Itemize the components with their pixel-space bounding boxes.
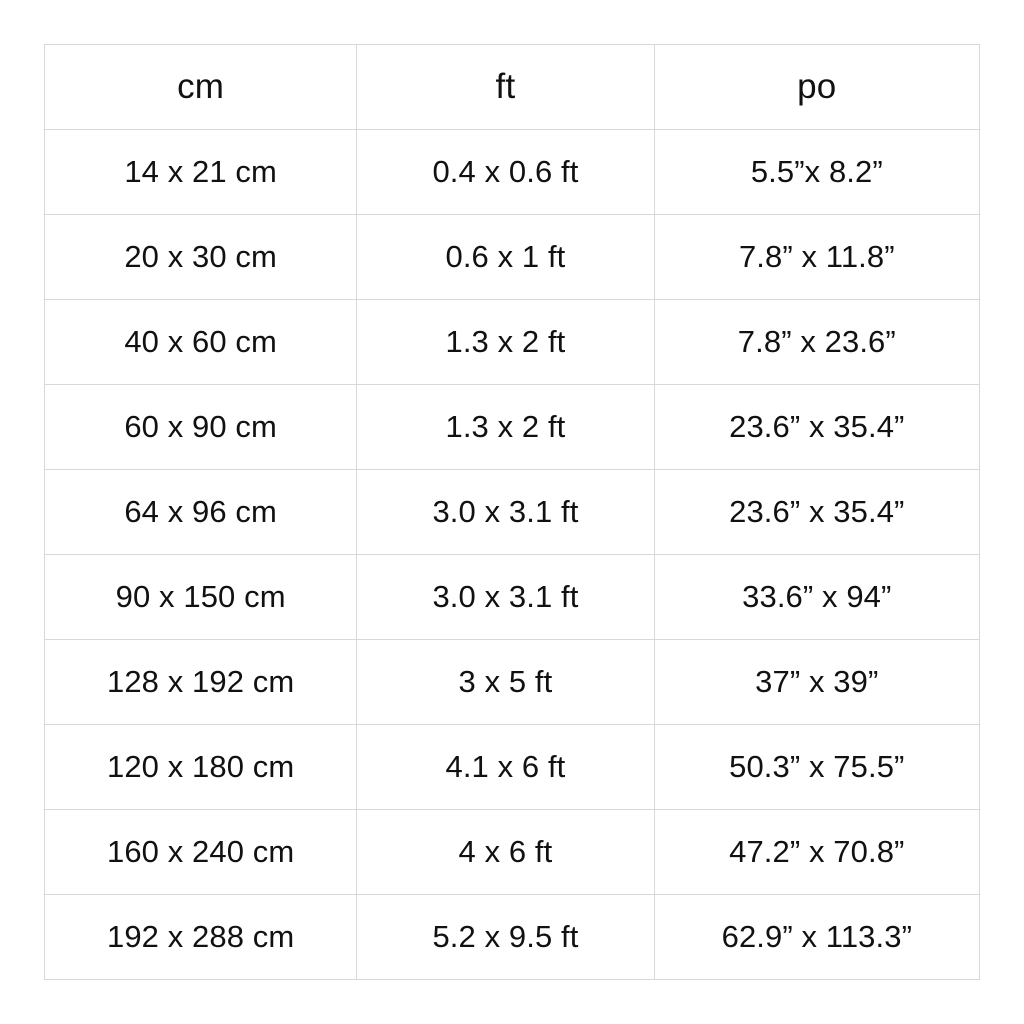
table-row — [45, 725, 980, 810]
cell-po: 7.8” x 11.8” — [654, 215, 979, 300]
table-row — [45, 895, 980, 980]
cell-cm: 90 x 150 cm — [45, 555, 357, 640]
cell-po: 23.6” x 35.4” — [654, 470, 979, 555]
cell-ft: 1.3 x 2 ft — [357, 300, 654, 385]
cell-cm: 60 x 90 cm — [45, 385, 357, 470]
table-row — [45, 385, 980, 470]
table-row — [45, 555, 980, 640]
column-header-ft: ft — [357, 45, 654, 130]
cell-ft: 4.1 x 6 ft — [357, 725, 654, 810]
cell-po: 47.2” x 70.8” — [654, 810, 979, 895]
cell-ft: 3.0 x 3.1 ft — [357, 470, 654, 555]
cell-cm: 160 x 240 cm — [45, 810, 357, 895]
cell-ft: 5.2 x 9.5 ft — [357, 895, 654, 980]
table-header-row — [45, 45, 980, 130]
cell-cm: 20 x 30 cm — [45, 215, 357, 300]
table-header — [45, 45, 980, 130]
cell-cm: 128 x 192 cm — [45, 640, 357, 725]
column-header-po: po — [654, 45, 979, 130]
table-row — [45, 810, 980, 895]
cell-ft: 3 x 5 ft — [357, 640, 654, 725]
table-body — [45, 130, 980, 980]
cell-cm: 14 x 21 cm — [45, 130, 357, 215]
cell-po: 7.8” x 23.6” — [654, 300, 979, 385]
cell-cm: 192 x 288 cm — [45, 895, 357, 980]
table-row — [45, 300, 980, 385]
table-row — [45, 640, 980, 725]
cell-po: 23.6” x 35.4” — [654, 385, 979, 470]
cell-po: 50.3” x 75.5” — [654, 725, 979, 810]
cell-cm: 40 x 60 cm — [45, 300, 357, 385]
cell-ft: 3.0 x 3.1 ft — [357, 555, 654, 640]
cell-ft: 4 x 6 ft — [357, 810, 654, 895]
size-conversion-table — [44, 44, 980, 980]
cell-ft: 1.3 x 2 ft — [357, 385, 654, 470]
table-row — [45, 470, 980, 555]
cell-cm: 120 x 180 cm — [45, 725, 357, 810]
cell-po: 37” x 39” — [654, 640, 979, 725]
table-row — [45, 215, 980, 300]
cell-po: 33.6” x 94” — [654, 555, 979, 640]
cell-po: 5.5”x 8.2” — [654, 130, 979, 215]
size-conversion-sheet — [44, 44, 980, 980]
table-row — [45, 130, 980, 215]
cell-po: 62.9” x 113.3” — [654, 895, 979, 980]
column-header-cm: cm — [45, 45, 357, 130]
cell-ft: 0.6 x 1 ft — [357, 215, 654, 300]
cell-cm: 64 x 96 cm — [45, 470, 357, 555]
cell-ft: 0.4 x 0.6 ft — [357, 130, 654, 215]
